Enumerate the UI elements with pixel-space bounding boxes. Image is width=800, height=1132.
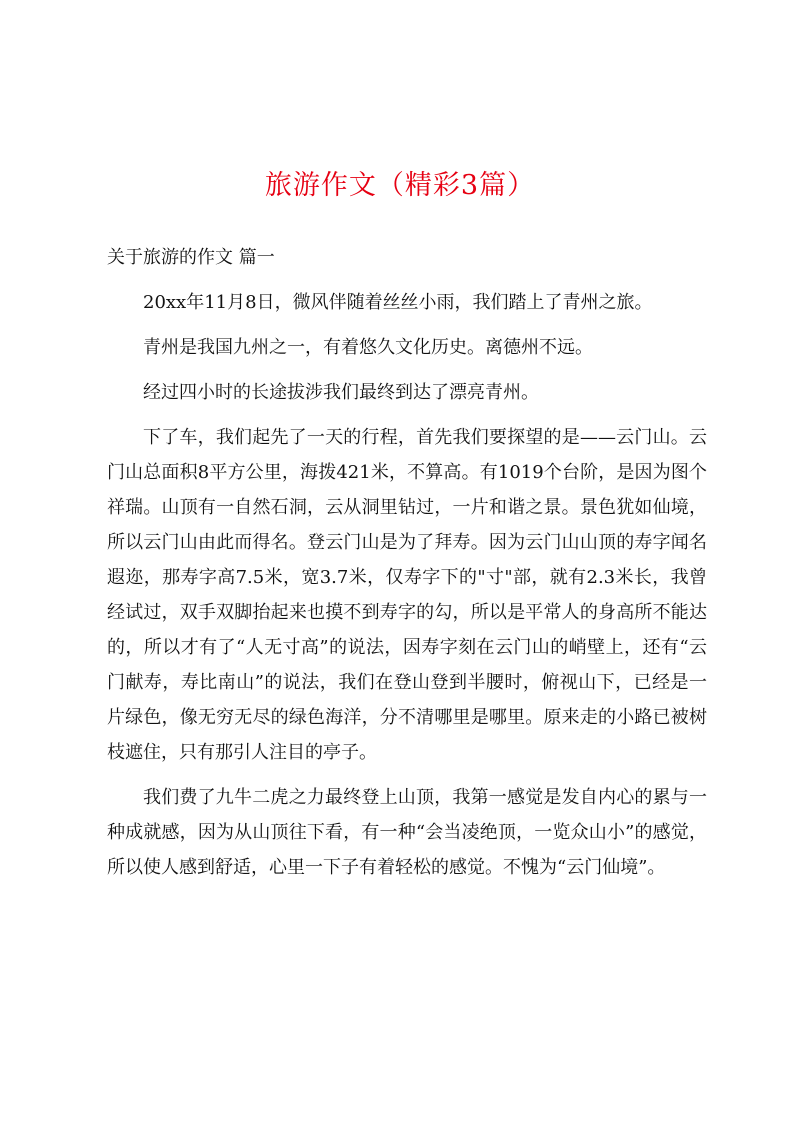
document-body bbox=[107, 240, 707, 895]
section-heading: 关于旅游的作文 篇一 bbox=[107, 247, 275, 268]
paragraph: 下了车，我们起先了一天的行程，首先我们要探望的是——云门山。云门山总面积8平方公里，海拨421米，不算高。有1019个台阶，是因为图个祥瑞。山顶有一自然石洞，云从洞里钻过，一片和谐之景。景色犹如仙境，所以云门山由此而得名。登云门山是为了拜寿。因为云门山山顶的寿字闻名遐迩，那寿字高7.5米，宽3.7米，仅寿字下的"寸"部，就有2.3米长，我曾经试过，双手双脚抬起来也摸不到寿字的勾，所以是平常人的身高所不能达的，所以才有了“人无寸高”的说法，因寿字刻在云门山的峭壁上，还有“云门献寿，寿比南山”的说法，我们在登山登到半腰时，俯视山下，已经是一片绿色，像无穷无尽的绿色海洋，分不清哪里是哪里。原来走的小路已被树枝遮住，只有那引人注目的亭子。 bbox=[107, 427, 707, 763]
paragraph: 经过四小时的长途拔涉我们最终到达了漂亮青州。 bbox=[143, 382, 539, 403]
paragraph: 青州是我国九州之一，有着悠久文化历史。离德州不远。 bbox=[143, 337, 593, 358]
document-title: 旅游作文（精彩3篇） bbox=[264, 170, 536, 201]
paragraph: 我们费了九牛二虎之力最终登上山顶，我第一感觉是发自内心的累与一种成就感，因为从山顶往下看，有一种“会当凌绝顶，一览众山小”的感觉，所以使人感到舒适，心里一下子有着轻松的感觉。不愧为“云门仙境”。 bbox=[107, 787, 707, 878]
paragraph: 20xx年11月8日，微风伴随着丝丝小雨，我们踏上了青州之旅。 bbox=[143, 292, 653, 313]
